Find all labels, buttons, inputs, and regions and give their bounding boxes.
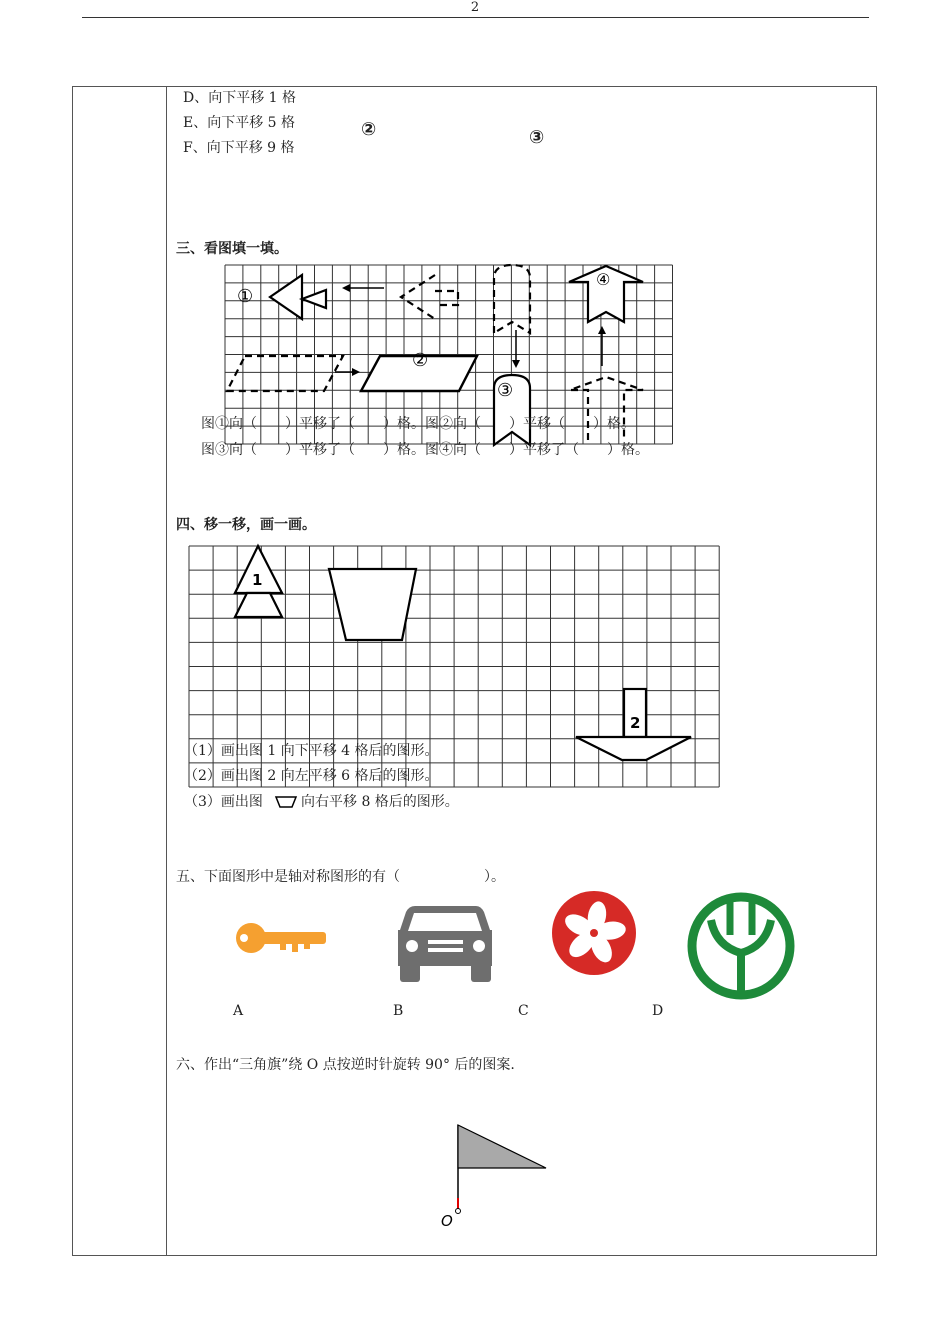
label-circle-two: ② [361,119,377,140]
fig1-label: 1 [252,571,263,589]
label-2: ② [412,350,429,371]
label-circle-three: ③ [529,127,545,148]
label-4: ④ [596,270,611,289]
section4-title: 四、移一移，画一画。 [176,517,316,533]
option-d-logo: D [652,1003,664,1019]
option-f: F、向下平移 9 格 [183,140,295,156]
option-e: E、向下平移 5 格 [183,115,296,131]
section3-title: 三、看图填一填。 [176,241,288,257]
section6-title: 六、作出“三角旗”绕 O 点按逆时针旋转 90° 后的图案. [176,1057,515,1073]
section3-line2: 图③向（ ）平移了（ ）格。图④向（ ）平移了（ ）格。 [201,442,649,458]
fig2-label: 2 [630,714,641,732]
section4-q3-pre: （3）画出图 [184,794,263,810]
section3-line1: 图①向（ ）平移了（ ）格。图②向（ ）平移（ ）格。 [201,416,635,432]
option-c: C [518,1003,529,1019]
option-b: B [393,1003,404,1019]
triangle-flag [458,1125,546,1168]
section4-q1: （1）画出图 1 向下平移 4 格后的图形。 [184,743,439,759]
section4-q3-post: 向右平移 8 格后的图形。 [301,794,459,810]
page-number: 2 [470,0,480,15]
label-3: ③ [497,380,514,401]
option-a: A [233,1003,244,1019]
section4-q2: （2）画出图 2 向左平移 6 格后的图形。 [184,768,439,784]
point-o-label: O [441,1212,453,1230]
pivot-point [456,1209,461,1214]
label-1: ① [237,286,254,307]
section5-title: 五、下面图形中是轴对称图形的有（ ）。 [176,869,505,885]
option-d: D、向下平移 1 格 [183,90,297,106]
